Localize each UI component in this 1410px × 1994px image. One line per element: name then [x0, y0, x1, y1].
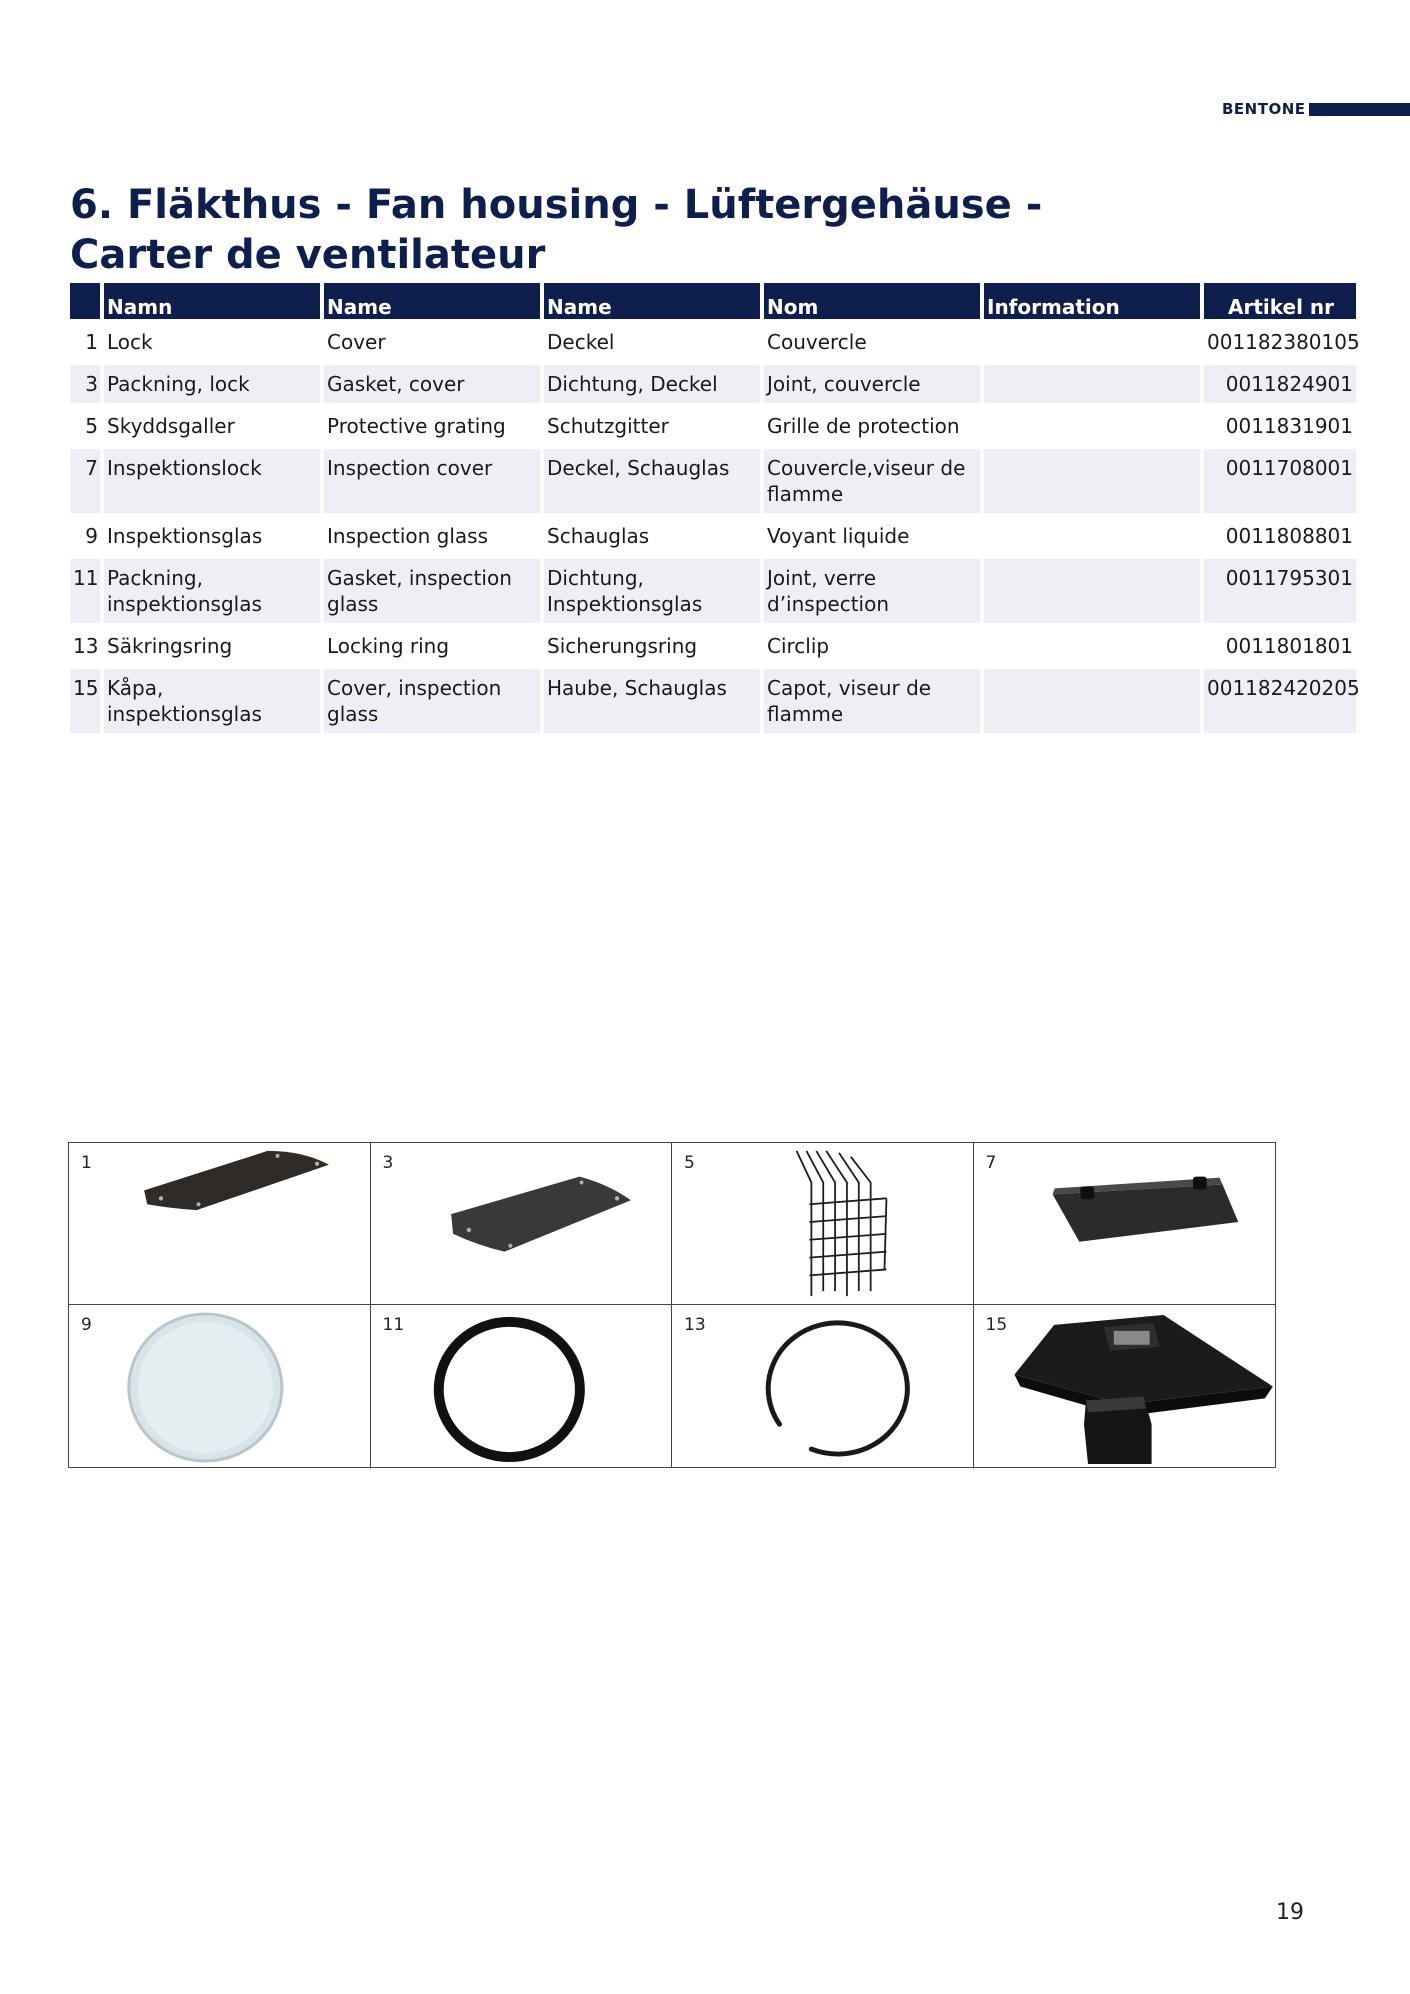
- part-cell: [371, 1143, 673, 1305]
- cell-article-number: 001182420205: [1204, 669, 1356, 733]
- cell-article-number: 0011831901: [1225, 414, 1353, 438]
- part-label: 5: [684, 1153, 695, 1173]
- row-number: 13: [73, 634, 99, 658]
- cell-information: [984, 323, 1200, 361]
- col-header-namn: Namn: [104, 283, 320, 319]
- row-number: 11: [70, 559, 100, 623]
- col-header-article-number: Artikel nr: [1204, 283, 1356, 319]
- part-label: 13: [684, 1315, 706, 1335]
- cell-name-en: Inspection glass: [327, 524, 489, 548]
- cell-namn: Packning, lock: [104, 365, 320, 403]
- cell-name-de: Deckel, Schauglas: [544, 449, 760, 513]
- cell-name-en: Cover: [327, 330, 386, 354]
- page-number: 19: [1276, 1900, 1304, 1925]
- cover-plate-icon: [69, 1143, 370, 1304]
- table-row: [70, 365, 1356, 403]
- cell-name-de: Deckel: [547, 330, 615, 354]
- parts-image-grid: [68, 1142, 1276, 1468]
- cell-name-de: Haube, Schauglas: [544, 669, 760, 733]
- cell-name-en: Locking ring: [327, 634, 450, 658]
- cell-nom: Joint, couvercle: [764, 365, 980, 403]
- part-cell: [974, 1143, 1276, 1305]
- cell-article-number: 0011824901: [1204, 365, 1356, 403]
- cell-namn: Inspektionsglas: [107, 524, 263, 548]
- part-label: 3: [382, 1153, 394, 1173]
- cell-article-number: 0011708001: [1204, 449, 1356, 513]
- part-label: 1: [81, 1153, 92, 1173]
- cell-nom: Grille de protection: [767, 414, 960, 438]
- cell-nom: Capot, viseur de flamme: [764, 669, 980, 733]
- cell-article-number: 001182380105: [1207, 330, 1360, 354]
- cell-namn: Packning, inspektionsglas: [104, 559, 320, 623]
- cell-name-de: Dichtung, Deckel: [544, 365, 760, 403]
- cell-article-number: 0011795301: [1204, 559, 1356, 623]
- part-label: 7: [985, 1153, 997, 1173]
- cell-nom: Couvercle,viseur de flamme: [764, 449, 980, 513]
- cell-nom: Joint, verre d’inspection: [764, 559, 980, 623]
- cell-information: [984, 407, 1200, 445]
- part-cell: [69, 1305, 371, 1467]
- cell-name-en: Cover, inspection glass: [324, 669, 540, 733]
- row-number: 1: [85, 330, 98, 354]
- cell-information: [984, 627, 1200, 665]
- brand-label: BENTONE: [1222, 100, 1306, 118]
- part-label: 15: [985, 1315, 1008, 1335]
- cell-name-de: Sicherungsring: [547, 634, 698, 658]
- col-header-nom: Nom: [764, 283, 980, 319]
- row-number: 15: [70, 669, 100, 733]
- cell-information: [984, 517, 1200, 555]
- table-row: [70, 517, 1356, 555]
- table-row: [70, 323, 1356, 361]
- gasket-sheet-icon: [371, 1143, 672, 1304]
- part-cell: [672, 1143, 974, 1305]
- table-row: [70, 627, 1356, 665]
- cell-name-de: Schutzgitter: [547, 414, 669, 438]
- cell-information: [984, 365, 1200, 403]
- cell-name-de: Schauglas: [547, 524, 650, 548]
- col-header-information: Information: [984, 283, 1200, 319]
- grating-icon: [672, 1143, 973, 1304]
- cell-nom: Couvercle: [767, 330, 867, 354]
- table-row: [70, 407, 1356, 445]
- row-number: 7: [70, 449, 100, 513]
- row-number: 3: [70, 365, 100, 403]
- table-row: [70, 669, 1356, 733]
- table-row: [70, 559, 1356, 623]
- circlip-icon: [672, 1305, 973, 1467]
- cell-information: [984, 559, 1200, 623]
- part-cell: [672, 1305, 974, 1467]
- part-cell: [371, 1305, 673, 1467]
- cell-name-de: Dichtung, Inspektionsglas: [544, 559, 760, 623]
- part-label: 9: [81, 1315, 92, 1335]
- cell-namn: Kåpa, inspektionsglas: [104, 669, 320, 733]
- part-cell: [974, 1305, 1276, 1467]
- cell-nom: Voyant liquide: [767, 524, 910, 548]
- col-header-number: [70, 283, 100, 319]
- cell-article-number: 0011808801: [1225, 524, 1353, 548]
- cell-nom: Circlip: [767, 634, 830, 658]
- part-label: 11: [382, 1315, 405, 1335]
- cell-namn: Lock: [107, 330, 153, 354]
- cell-name-en: Inspection cover: [324, 449, 540, 513]
- parts-table: [66, 279, 1360, 737]
- brand-bar: [1309, 103, 1410, 116]
- cell-namn: Säkringsring: [107, 634, 233, 658]
- col-header-name-en: Name: [324, 283, 540, 319]
- row-number: 5: [85, 414, 98, 438]
- table-row: [70, 449, 1356, 513]
- part-cell: [69, 1143, 371, 1305]
- cell-name-en: Gasket, inspection glass: [324, 559, 540, 623]
- cell-article-number: 0011801801: [1225, 634, 1353, 658]
- cell-name-en: Gasket, cover: [324, 365, 540, 403]
- inspection-cover-icon: [974, 1143, 1276, 1304]
- cell-namn: Inspektionslock: [104, 449, 320, 513]
- page-title: 6. Fläkthus - Fan housing - Lüftergehäuse - Carter de ventilateur: [70, 182, 1043, 278]
- cell-information: [984, 449, 1200, 513]
- cell-information: [984, 669, 1200, 733]
- gasket-ring-icon: [371, 1305, 672, 1467]
- housing-cover-icon: [974, 1305, 1276, 1467]
- row-number: 9: [85, 524, 98, 548]
- table-header-row: [70, 283, 1356, 319]
- col-header-name-de: Name: [544, 283, 760, 319]
- cell-namn: Skyddsgaller: [107, 414, 235, 438]
- cell-name-en: Protective grating: [327, 414, 506, 438]
- glass-disc-icon: [69, 1305, 370, 1467]
